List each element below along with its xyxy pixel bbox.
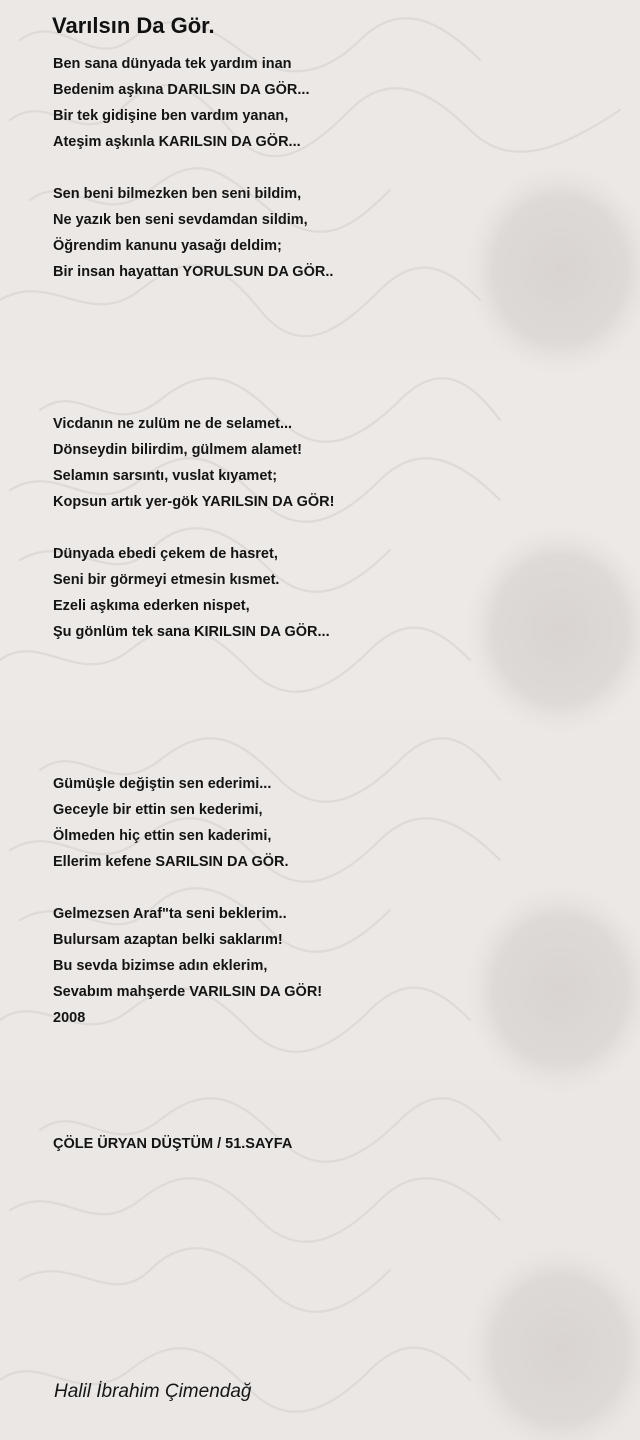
poem-line: Bir tek gidişine ben vardım yanan, [53, 108, 289, 124]
poem-line: Sen beni bilmezken ben seni bildim, [53, 186, 302, 202]
stanza-3 [53, 411, 334, 515]
poem-line: Öğrendim kanunu yasağı deldim; [53, 238, 282, 254]
stanza-4 [53, 541, 330, 645]
stanza-5 [53, 771, 289, 875]
poem-line: Bulursam azaptan belki saklarım! [53, 932, 283, 948]
stanza-2 [53, 181, 333, 285]
poem-line: Selamın sarsıntı, vuslat kıyamet; [53, 468, 278, 484]
poem-line: Ne yazık ben seni sevdamdan sildim, [53, 212, 308, 228]
stanza-1 [53, 51, 309, 155]
poem-line: Sevabım mahşerde VARILSIN DA GÖR! [53, 984, 323, 1000]
poem-line: Şu gönlüm tek sana KIRILSIN DA GÖR... [53, 624, 330, 640]
poem-line: Gelmezsen Araf"ta seni beklerim.. [53, 906, 287, 922]
poem-line: Ezeli aşkıma ederken nispet, [53, 598, 250, 614]
poem-line: Geceyle bir ettin sen kederimi, [53, 802, 263, 818]
poem-line: Kopsun artık yer-gök YARILSIN DA GÖR! [53, 494, 335, 510]
poem-line: Ölmeden hiç ettin sen kaderimi, [53, 828, 272, 844]
poem-line: Dünyada ebedi çekem de hasret, [53, 546, 278, 562]
poem-source: ÇÖLE ÜRYAN DÜŞTÜM / 51.SAYFA [53, 1136, 293, 1152]
poem-year: 2008 [53, 1010, 86, 1026]
poem-line: Vicdanın ne zulüm ne de selamet... [53, 416, 293, 432]
poem-line: Ateşim aşkınla KARILSIN DA GÖR... [53, 134, 301, 150]
poem-line: Bedenim aşkına DARILSIN DA GÖR... [53, 82, 310, 98]
poem-line: Gümüşle değiştin sen ederimi... [53, 776, 272, 792]
poem-line: Ben sana dünyada tek yardım inan [53, 56, 292, 72]
stanza-6 [53, 901, 322, 1031]
poem-line: Bir insan hayattan YORULSUN DA GÖR.. [53, 264, 334, 280]
poem-line: Ellerim kefene SARILSIN DA GÖR. [53, 854, 289, 870]
poem-line: Seni bir görmeyi etmesin kısmet. [53, 572, 280, 588]
poem-author: Halil İbrahim Çimendağ [54, 1381, 252, 1402]
poem-line: Dönseydin bilirdim, gülmem alamet! [53, 442, 302, 458]
poem-line: Bu sevda bizimse adın eklerim, [53, 958, 268, 974]
poem-title: Varılsın Da Gör. [52, 13, 215, 38]
